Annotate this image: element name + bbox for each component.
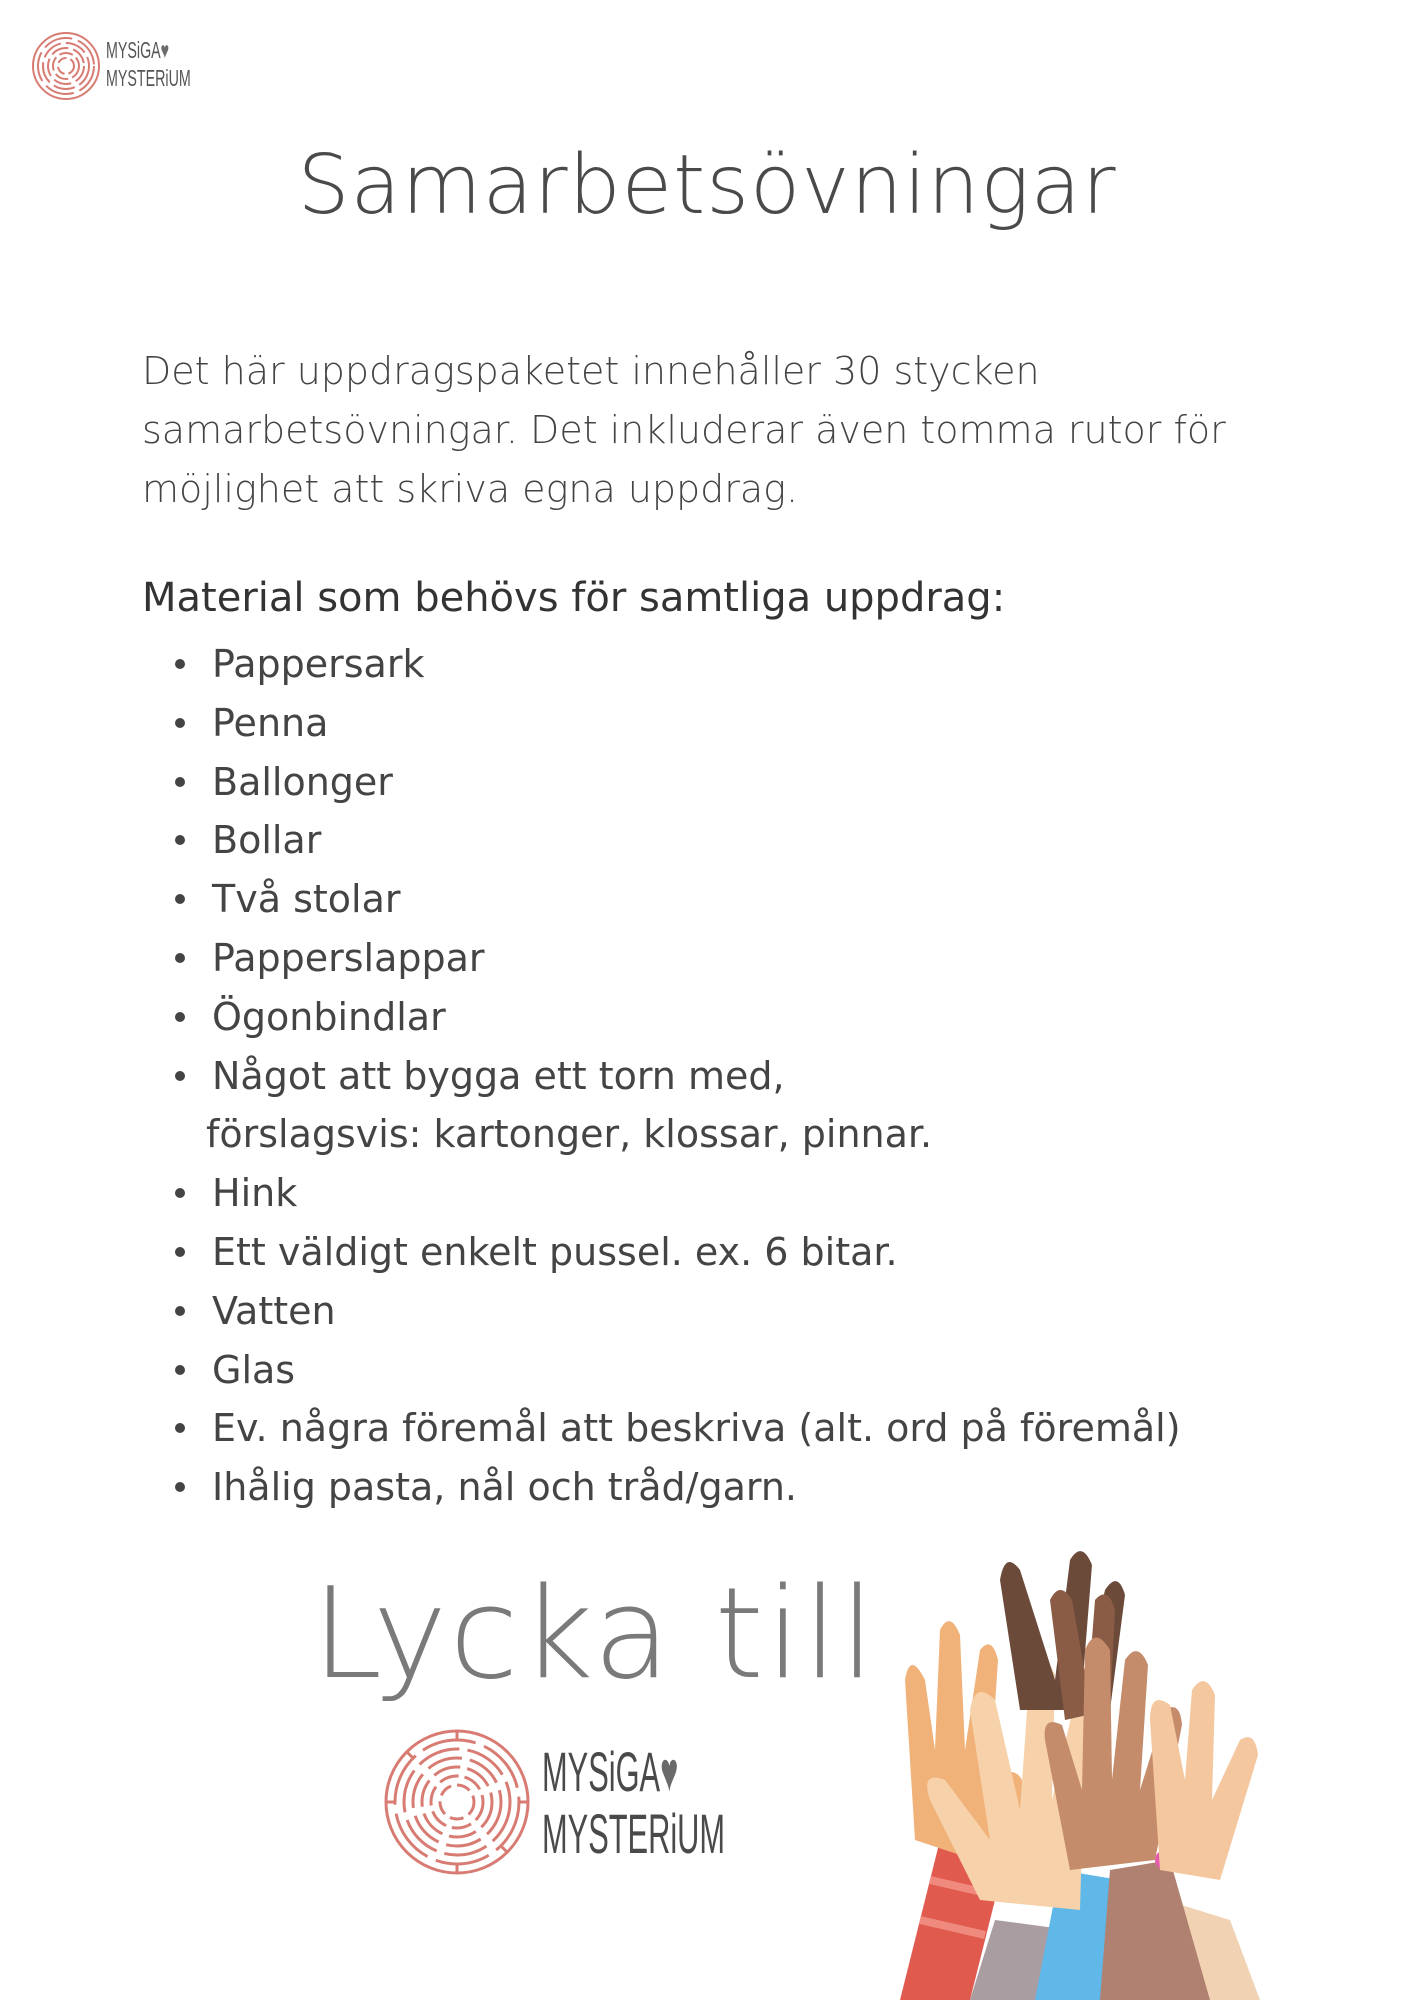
logo-line2: MYSTERiUM bbox=[106, 65, 191, 91]
list-item-text: Papperslappar bbox=[212, 935, 485, 980]
intro-line: Det här uppdragspaketet innehåller 30 stycken bbox=[142, 349, 1040, 393]
list-item bbox=[142, 929, 1322, 988]
list-item-text: Hink bbox=[212, 1171, 298, 1216]
list-item-text: Ett väldigt enkelt pussel. ex. 6 bitar. bbox=[212, 1229, 898, 1274]
list-item-continuation: förslagsvis: kartonger, klossar, pinnar. bbox=[206, 1112, 933, 1157]
logo-bottom bbox=[382, 1727, 742, 1877]
page-title: Samarbetsövningar bbox=[297, 138, 1117, 233]
bullet-icon bbox=[175, 1306, 185, 1316]
intro-line: möjlighet att skriva egna uppdrag. bbox=[142, 467, 799, 511]
logo-top bbox=[30, 30, 200, 106]
list-item bbox=[142, 1223, 1322, 1282]
bullet-icon bbox=[175, 1365, 185, 1375]
list-item bbox=[142, 1458, 1322, 1517]
list-item bbox=[142, 753, 1322, 812]
logo-line2: MYSTERiUM bbox=[542, 1802, 726, 1865]
list-item-text: Vatten bbox=[212, 1288, 336, 1333]
materials-heading: Material som behövs för samtliga uppdrag: bbox=[142, 575, 1006, 621]
list-item-text: Ev. några föremål att beskriva (alt. ord på föremål) bbox=[212, 1406, 1181, 1451]
logo-line1: MYSiGA bbox=[542, 1740, 661, 1803]
maze-logo-icon bbox=[382, 1727, 532, 1877]
logo-line1: MYSiGA bbox=[106, 37, 161, 63]
list-item bbox=[142, 988, 1322, 1047]
list-item bbox=[142, 870, 1322, 929]
list-item bbox=[142, 1164, 1322, 1223]
bullet-icon bbox=[175, 1423, 185, 1433]
bullet-icon bbox=[175, 1012, 185, 1022]
bullet-icon bbox=[175, 777, 185, 787]
closing-text: Lycka till bbox=[312, 1560, 877, 1707]
bullet-icon bbox=[175, 659, 185, 669]
bullet-icon bbox=[175, 894, 185, 904]
list-item-text: Ballonger bbox=[212, 759, 393, 804]
list-item bbox=[142, 811, 1322, 870]
list-item-text: Ihålig pasta, nål och tråd/garn. bbox=[212, 1465, 798, 1510]
logo-text bbox=[106, 36, 191, 92]
bullet-icon bbox=[175, 953, 185, 963]
bullet-icon bbox=[175, 1071, 185, 1081]
list-item bbox=[142, 1282, 1322, 1341]
list-item-text: Något att bygga ett torn med, bbox=[212, 1053, 785, 1098]
list-item bbox=[142, 635, 1322, 694]
list-item-text: Pappersark bbox=[212, 642, 425, 686]
list-item bbox=[142, 694, 1322, 753]
list-item bbox=[142, 1341, 1322, 1400]
list-item-text: Penna bbox=[212, 700, 329, 745]
list-item-text: Glas bbox=[212, 1347, 296, 1392]
list-item-text: Bollar bbox=[212, 818, 322, 863]
heart-icon: ♥ bbox=[160, 37, 170, 63]
maze-logo-icon bbox=[30, 30, 102, 102]
bullet-icon bbox=[175, 718, 185, 728]
heart-icon: ♥ bbox=[660, 1740, 679, 1803]
list-item bbox=[142, 1047, 1322, 1165]
list-item bbox=[142, 1399, 1322, 1458]
list-item-text: Två stolar bbox=[212, 877, 401, 922]
materials-list bbox=[142, 635, 1322, 1517]
bullet-icon bbox=[175, 1188, 185, 1198]
bullet-icon bbox=[175, 835, 185, 845]
list-item-text: Ögonbindlar bbox=[212, 994, 446, 1039]
bullet-icon bbox=[175, 1482, 185, 1492]
bullet-icon bbox=[175, 1247, 185, 1257]
intro-line: samarbetsövningar. Det inkluderar även tomma rutor för bbox=[142, 408, 1226, 452]
high-five-hands-icon bbox=[820, 1540, 1414, 2000]
logo-text bbox=[542, 1741, 725, 1865]
intro-paragraph bbox=[142, 342, 1292, 519]
